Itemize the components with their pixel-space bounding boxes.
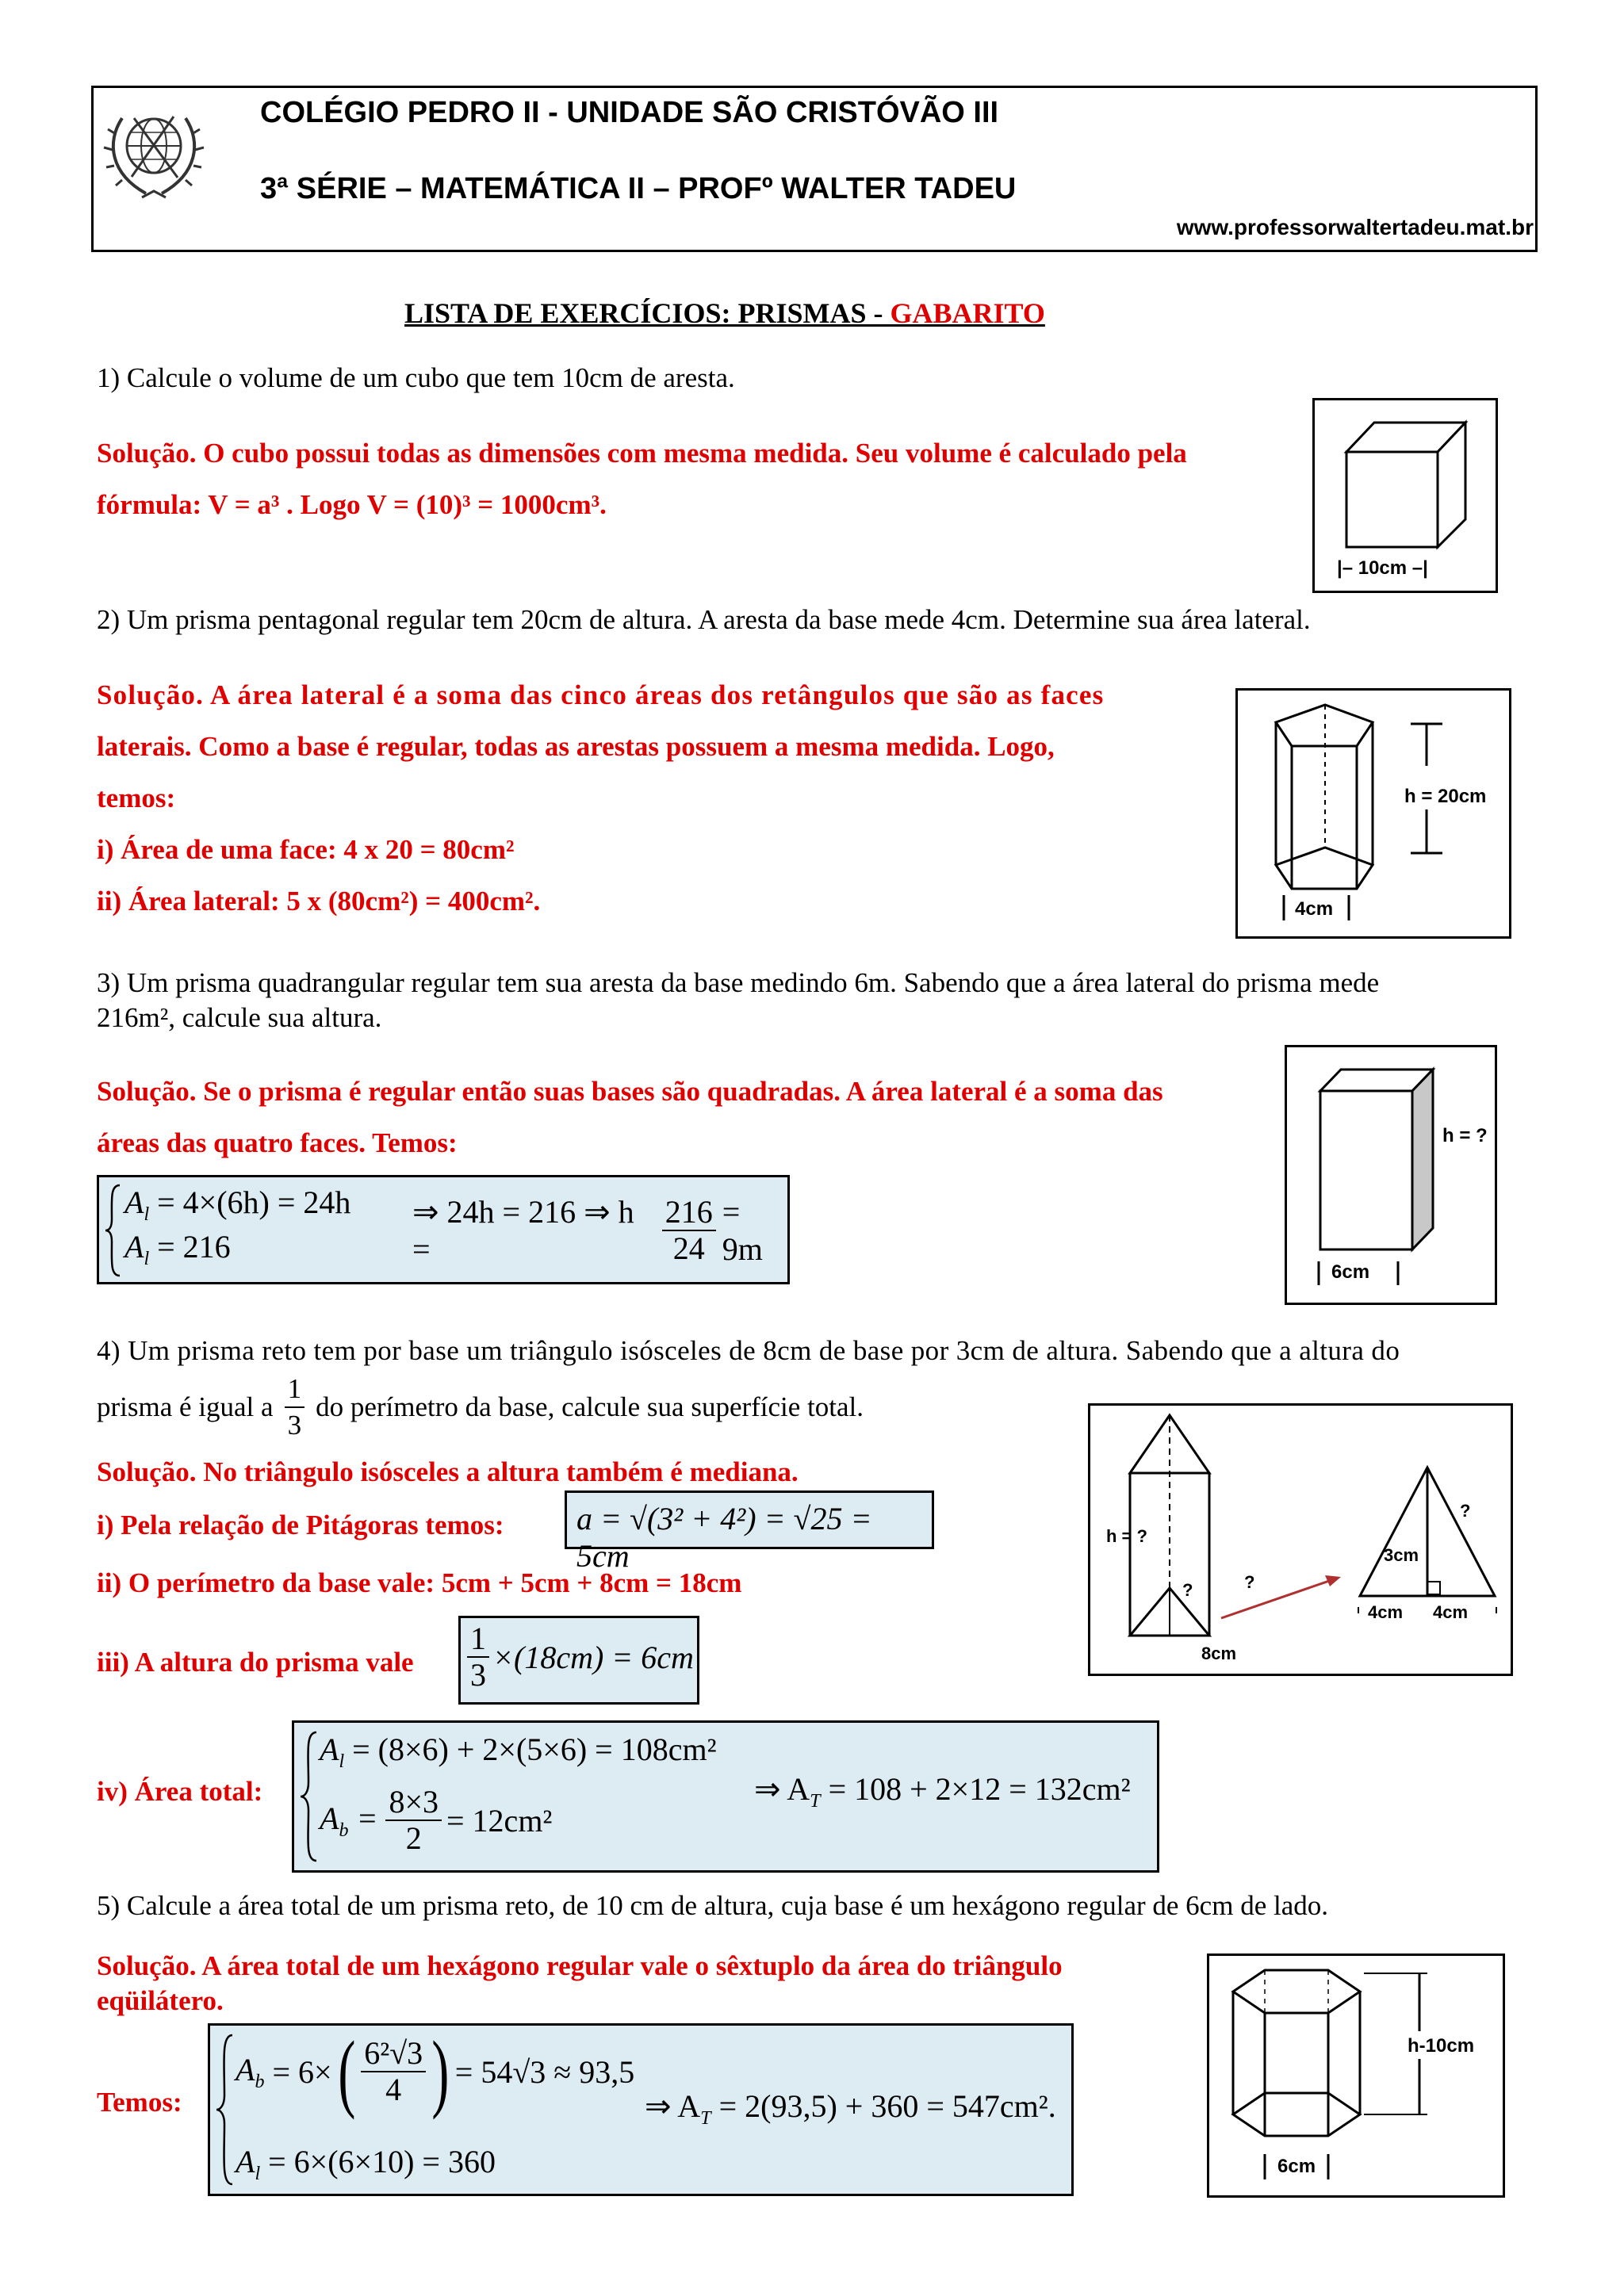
q3-solution-line2: áreas das quatro faces. Temos: — [97, 1127, 458, 1158]
triangular-prism-drawing — [1090, 1406, 1511, 1674]
q4-question-line2 — [97, 1372, 864, 1443]
q2-question: 2) Um prisma pentagonal regular tem 20cm de altura. A aresta da base mede 4cm. Determine sua área lateral. — [97, 604, 1311, 635]
q3-eq-result-b: = 9m — [722, 1194, 763, 1267]
q5-solution-line1: Solução. A área total de um hexágono regular vale o sêxtuplo da área do triângulo — [97, 1950, 1063, 1981]
q2-solution-line3: temos: — [97, 783, 176, 813]
q2-solution-line5: ii) Área lateral: 5 x (80cm²) = 400cm². — [97, 886, 541, 916]
q4-solution-i: i) Pela relação de Pitágoras temos: — [97, 1510, 504, 1540]
q3-eq-den: 24 — [672, 1230, 705, 1266]
q4-fig-4cm-a: 4cm — [1368, 1602, 1404, 1622]
q4-solution-iii: iii) A altura do prisma vale — [97, 1647, 414, 1678]
q4-iv-eq2: $A_b$ = $\frac{8\times 3}{2}$ = 12cm² — [320, 1784, 553, 1856]
q5-ab-den: 4 — [385, 2072, 402, 2107]
q3-eq1: $A_l = 4\times(6h) = 24h$ — [124, 1184, 351, 1225]
q3-square-prism-figure — [1285, 1045, 1497, 1305]
left-brace-icon — [299, 1731, 320, 1862]
q3-eq-result — [412, 1193, 787, 1268]
q4-height-eq — [467, 1621, 694, 1693]
q3-question-line1: 3) Um prisma quadrangular regular tem sua aresta da base medindo 6m. Sabendo que a área lateral do prisma mede — [97, 967, 1380, 998]
q4-fig-4cm-b: 4cm — [1433, 1602, 1469, 1622]
website[interactable]: www.professorwaltertadeu.mat.br — [1176, 215, 1534, 239]
q4-pythagoras-eq: a = √(3² + 4²) = √25 = 5cm — [576, 1501, 872, 1574]
q5-formula-box — [208, 2023, 1074, 2196]
q1-question: 1) Calcule o volume de um cubo que tem 10cm de aresta. — [97, 362, 735, 393]
q4-fig-q1: ? — [1182, 1580, 1193, 1600]
q1-solution-line2: fórmula: V = a³ . Logo V = (10)³ = 1000cm³. — [97, 489, 607, 520]
q5-fig-height: h-10cm — [1408, 2035, 1475, 2057]
q2-pentagonal-prism-figure — [1235, 688, 1511, 939]
q4-solution-line1: Solução. No triângulo isósceles a altura também é mediana. — [97, 1456, 799, 1487]
q2-solution-line1: Solução. A área lateral é a soma das cinco áreas dos retângulos que são as faces — [97, 679, 1105, 710]
q3-fig-base: 6cm — [1331, 1261, 1370, 1283]
q4-iii-eq: ×(18cm) = 6cm — [492, 1639, 694, 1675]
title-highlight: GABARITO — [890, 297, 1045, 329]
q4-question-pre: prisma é igual a — [97, 1391, 274, 1422]
q5-ab-post: = 54√3 ≈ 93,5 — [454, 2053, 635, 2090]
q4-question-den: 3 — [287, 1410, 302, 1441]
q4-iii-num: 1 — [467, 1621, 489, 1658]
q4-question-post: do perímetro da base, calcule sua superfície total. — [316, 1391, 864, 1422]
q4-question-line1: 4) Um prisma reto tem por base um triângulo isósceles de 8cm de base por 3cm de altura. Sabendo que a altura do — [97, 1335, 1400, 1366]
q1-solution-line1: Solução. O cubo possui todas as dimensões com mesma medida. Seu volume é calculado pela — [97, 438, 1187, 469]
q4-solution-ii: ii) O perímetro da base vale: 5cm + 5cm + 8cm = 18cm — [97, 1567, 742, 1598]
q4-fig-h: h = ? — [1106, 1526, 1147, 1546]
q4-iv-den: 2 — [405, 1820, 422, 1856]
q2-fig-base: 4cm — [1295, 898, 1334, 920]
q4-iv-result: ⇒ $A_T = 108 + 2\times 12 = 132cm^2$ — [754, 1771, 1131, 1812]
square-prism-drawing — [1287, 1047, 1495, 1303]
page-title — [404, 297, 1045, 330]
school-name: COLÉGIO PEDRO II - UNIDADE SÃO CRISTÓVÃO III — [260, 96, 999, 129]
q4-question-num: 1 — [285, 1372, 305, 1408]
q4-iv-eq1: $A_l = (8\times 6) + 2\times(5\times 6) = 108cm^2$ — [320, 1732, 717, 1772]
q3-fig-height: h = ? — [1442, 1125, 1488, 1146]
q4-iv-eq2b: = 12cm² — [446, 1802, 553, 1839]
q4-pythagoras-box — [565, 1490, 934, 1574]
q2-solution-line2: laterais. Como a base é regular, todas as arestas possuem a mesma medida. Logo, — [97, 731, 1055, 762]
q4-fig-q2: ? — [1244, 1572, 1255, 1592]
q5-ab-eq: $A_b$ = 6× ( $\frac{\text{6²√3}}{4}$ ) = 54√3 ≈ 93,5 — [236, 2023, 635, 2120]
q4-fig-q3: ? — [1460, 1501, 1471, 1521]
q5-ab-pre: = 6× — [272, 2053, 332, 2090]
left-brace-icon — [104, 1184, 123, 1277]
q4-iv-num: 8×3 — [385, 1785, 442, 1821]
q5-solution-line2: eqüilátero. — [97, 1985, 224, 2016]
title-main: LISTA DE EXERCÍCIOS: PRISMAS - — [404, 297, 891, 329]
q1-fig-label: |– 10cm –| — [1337, 557, 1428, 579]
q4-triangular-prism-figure — [1088, 1403, 1513, 1676]
q5-question: 5) Calcule a área total de um prisma reto, de 10 cm de altura, cuja base é um hexágono regular de 6cm de lado. — [97, 1890, 1328, 1921]
q3-question-line2: 216m², calcule sua altura. — [97, 1002, 382, 1033]
q2-solution-line4: i) Área de uma face: 4 x 20 = 80cm² — [97, 834, 515, 865]
header-box — [91, 86, 1538, 252]
q4-fig-3cm: 3cm — [1384, 1545, 1419, 1565]
school-crest-icon — [98, 94, 209, 213]
q5-al-eq: $A_l = 6\times(6\times 10) = 360$ — [236, 2144, 496, 2184]
q4-fig-base: 8cm — [1201, 1644, 1237, 1663]
q2-fig-height: h = 20cm — [1404, 786, 1487, 807]
q4-height-box — [458, 1616, 699, 1705]
q5-result: ⇒ $A_T = 2(93,5) + 360 = 547cm^2$. — [645, 2088, 1056, 2129]
q3-solution-line1: Solução. Se o prisma é regular então suas bases são quadradas. A área lateral é a soma das — [97, 1076, 1163, 1107]
q4-solution-iv: iv) Área total: — [97, 1776, 263, 1807]
hexagonal-prism-drawing — [1209, 1956, 1503, 2195]
q4-iii-den: 3 — [470, 1657, 486, 1693]
q3-eq-num: 216 — [662, 1195, 716, 1231]
q5-ab-num: 6²√3 — [361, 2036, 426, 2072]
pentagonal-prism-drawing — [1238, 691, 1509, 936]
q3-eq-result-a: ⇒ 24h = 216 ⇒ h = — [412, 1194, 634, 1267]
q5-hexagonal-prism-figure — [1207, 1954, 1505, 2198]
q4-total-area-box — [292, 1720, 1159, 1873]
q3-formula-box — [97, 1175, 790, 1284]
q3-eq2: $A_l = 216$ — [124, 1229, 231, 1269]
q5-fig-base: 6cm — [1277, 2156, 1316, 2177]
q1-cube-figure — [1312, 398, 1498, 593]
course-line: 3ª SÉRIE – MATEMÁTICA II – PROFº WALTER TADEU — [260, 172, 1017, 205]
left-brace-icon — [215, 2034, 236, 2186]
q5-solution-temos: Temos: — [97, 2087, 182, 2118]
